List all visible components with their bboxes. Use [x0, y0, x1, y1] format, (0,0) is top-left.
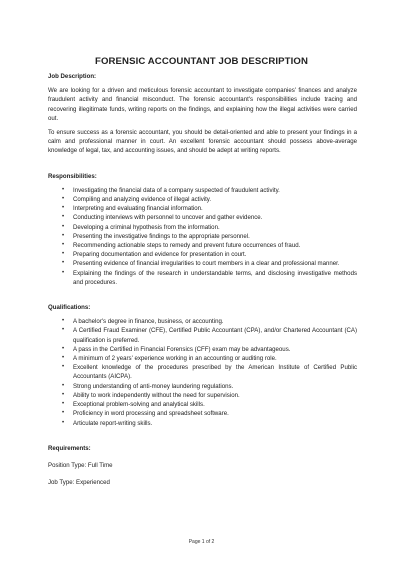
list-item: • Compiling and analyzing evidence of illegal activity.: [48, 195, 357, 204]
requirements-heading: Requirements:: [48, 444, 91, 452]
job-type: Job Type: Experienced: [48, 479, 110, 487]
responsibilities-heading: Responsibilities:: [48, 172, 97, 180]
list-item: • Ability to work independently without the need for supervision.: [48, 391, 357, 400]
job-description-paragraph-1: We are looking for a driven and meticulous forensic accountant to investigate companies' finances and analyze fraudulent activity and financial misconduct. The forensic accountant's responsibilities include tracing and recovering illegitimate funds, writing reports on the findings, and explaining how the illegal activities were carried out.: [48, 87, 357, 122]
list-item: • Articulate report-writing skills.: [48, 419, 357, 428]
list-item: • Developing a criminal hypothesis from the information.: [48, 223, 357, 232]
list-item: • Investigating the financial data of a company suspected of fraudulent activity.: [48, 186, 357, 195]
list-item: • Excellent knowledge of the procedures prescribed by the American Institute of Certified Public Accountants (AICPA).: [48, 363, 357, 381]
job-description-paragraph-2: To ensure success as a forensic accountant, you should be detail-oriented and able to present your findings in a calm and professional manner in court. An excellent forensic accountant should possess above-average knowledge of legal, tax, and accounting issues, and should be adept at writing reports.: [48, 129, 357, 155]
list-item: • Exceptional problem-solving and analytical skills.: [48, 400, 357, 409]
list-item: • A Certified Fraud Examiner (CFE), Certified Public Accountant (CPA), and/or Chartered Accountant (CA) qualification is preferred.: [48, 326, 357, 344]
responsibilities-list: [48, 186, 357, 287]
list-item: • Presenting the investigative findings to the appropriate personnel.: [48, 232, 357, 241]
page-number: Page 1 of 2: [188, 539, 215, 545]
list-item: • Recommending actionable steps to remedy and prevent future occurrences of fraud.: [48, 241, 357, 250]
list-item: • Strong understanding of anti-money laundering regulations.: [48, 382, 357, 391]
document-title: FORENSIC ACCOUNTANT JOB DESCRIPTION: [95, 56, 308, 67]
list-item: • A pass in the Certified in Financial Forensics (CFF) exam may be advantageous.: [48, 345, 357, 354]
qualifications-heading: Qualifications:: [48, 304, 91, 312]
position-type: Position Type: Full Time: [48, 461, 113, 469]
job-description-heading: Job Description:: [48, 73, 97, 80]
list-item: • A minimum of 2 years' experience working in an accounting or auditing role.: [48, 354, 357, 363]
list-item: • Proficiency in word processing and spreadsheet software.: [48, 409, 357, 418]
list-item: • Explaining the findings of the research in understandable terms, and disclosing investigative methods and procedures.: [48, 269, 357, 287]
list-item: • A bachelor's degree in finance, business, or accounting.: [48, 317, 357, 326]
list-item: • Conducting interviews with personnel to uncover and gather evidence.: [48, 213, 357, 222]
list-item: • Preparing documentation and evidence for presentation in court.: [48, 250, 357, 259]
document-body: [48, 72, 357, 487]
list-item: • Interpreting and evaluating financial information.: [48, 204, 357, 213]
qualifications-list: [48, 317, 357, 427]
list-item: • Presenting evidence of financial irregularities to court members in a clear and professional manner.: [48, 259, 357, 268]
